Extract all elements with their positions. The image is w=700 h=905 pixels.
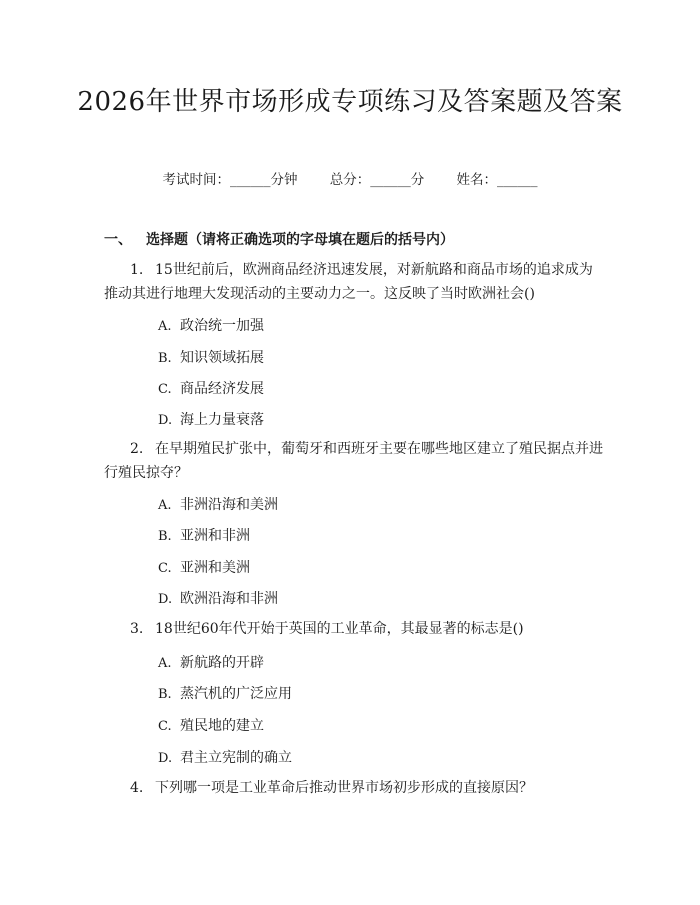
exam-name: 姓名：______ — [456, 172, 538, 188]
question-number: 1. — [130, 262, 144, 278]
option-letter: B. — [158, 351, 172, 366]
option-letter: C. — [158, 382, 172, 397]
option-letter: A. — [158, 656, 172, 671]
question-number: 4. — [130, 780, 144, 796]
question-2 — [104, 437, 606, 485]
option-1d[interactable] — [158, 409, 264, 429]
option-letter: C. — [158, 561, 172, 576]
option-letter: D. — [158, 751, 173, 766]
option-2a[interactable] — [158, 494, 278, 514]
option-3b[interactable] — [158, 683, 292, 703]
option-text: 亚洲和美洲 — [180, 560, 250, 576]
option-letter: B. — [158, 687, 172, 702]
option-text: 政治统一加强 — [180, 318, 264, 334]
question-4 — [104, 776, 606, 800]
question-3 — [104, 617, 606, 641]
option-text: 知识领域拓展 — [180, 350, 264, 366]
page-title: 2026年世界市场形成专项练习及答案题及答案 — [77, 87, 623, 117]
option-letter: A. — [158, 319, 172, 334]
option-text: 商品经济发展 — [180, 381, 264, 397]
option-3a[interactable] — [158, 652, 264, 672]
option-2d[interactable] — [158, 588, 278, 608]
question-text: 15世纪前后，欧洲商品经济迅速发展，对新航路和商品市场的追求成为推动其进行地理大发现活动的主要动力之一。这反映了当时欧洲社会() — [104, 262, 593, 302]
option-letter: A. — [158, 498, 172, 513]
option-text: 非洲沿海和美洲 — [180, 497, 278, 513]
option-letter: C. — [158, 719, 172, 734]
question-text: 下列哪一项是工业革命后推动世界市场初步形成的直接原因？ — [155, 780, 533, 796]
option-text: 蒸汽机的广泛应用 — [180, 686, 292, 702]
option-text: 海上力量衰落 — [180, 412, 264, 428]
option-letter: D. — [158, 413, 173, 428]
option-1a[interactable] — [158, 315, 264, 335]
question-text: 18世纪60年代开始于英国的工业革命，其最显著的标志是() — [155, 621, 524, 637]
section-title: 选择题（请将正确选项的字母填在题后的括号内） — [146, 232, 454, 248]
option-text: 新航路的开辟 — [180, 655, 264, 671]
exam-time: 考试时间：______分钟 — [162, 172, 298, 188]
option-text: 君主立宪制的确立 — [180, 750, 292, 766]
question-1 — [104, 258, 606, 306]
option-1b[interactable] — [158, 347, 264, 367]
option-3c[interactable] — [158, 715, 264, 735]
section-number: 一、 — [104, 232, 132, 248]
question-text: 在早期殖民扩张中，葡萄牙和西班牙主要在哪些地区建立了殖民据点并进行殖民掠夺？ — [104, 441, 603, 481]
exam-meta — [0, 168, 700, 188]
option-letter: D. — [158, 592, 173, 607]
option-1c[interactable] — [158, 378, 264, 398]
option-3d[interactable] — [158, 747, 292, 767]
exam-score: 总分：______分 — [329, 172, 425, 188]
question-number: 3. — [130, 621, 144, 637]
option-text: 殖民地的建立 — [180, 718, 264, 734]
section-heading — [104, 229, 454, 249]
option-text: 欧洲沿海和非洲 — [180, 591, 278, 607]
option-2b[interactable] — [158, 525, 250, 545]
question-number: 2. — [130, 441, 144, 457]
option-letter: B. — [158, 529, 172, 544]
option-text: 亚洲和非洲 — [180, 528, 250, 544]
option-2c[interactable] — [158, 557, 250, 577]
